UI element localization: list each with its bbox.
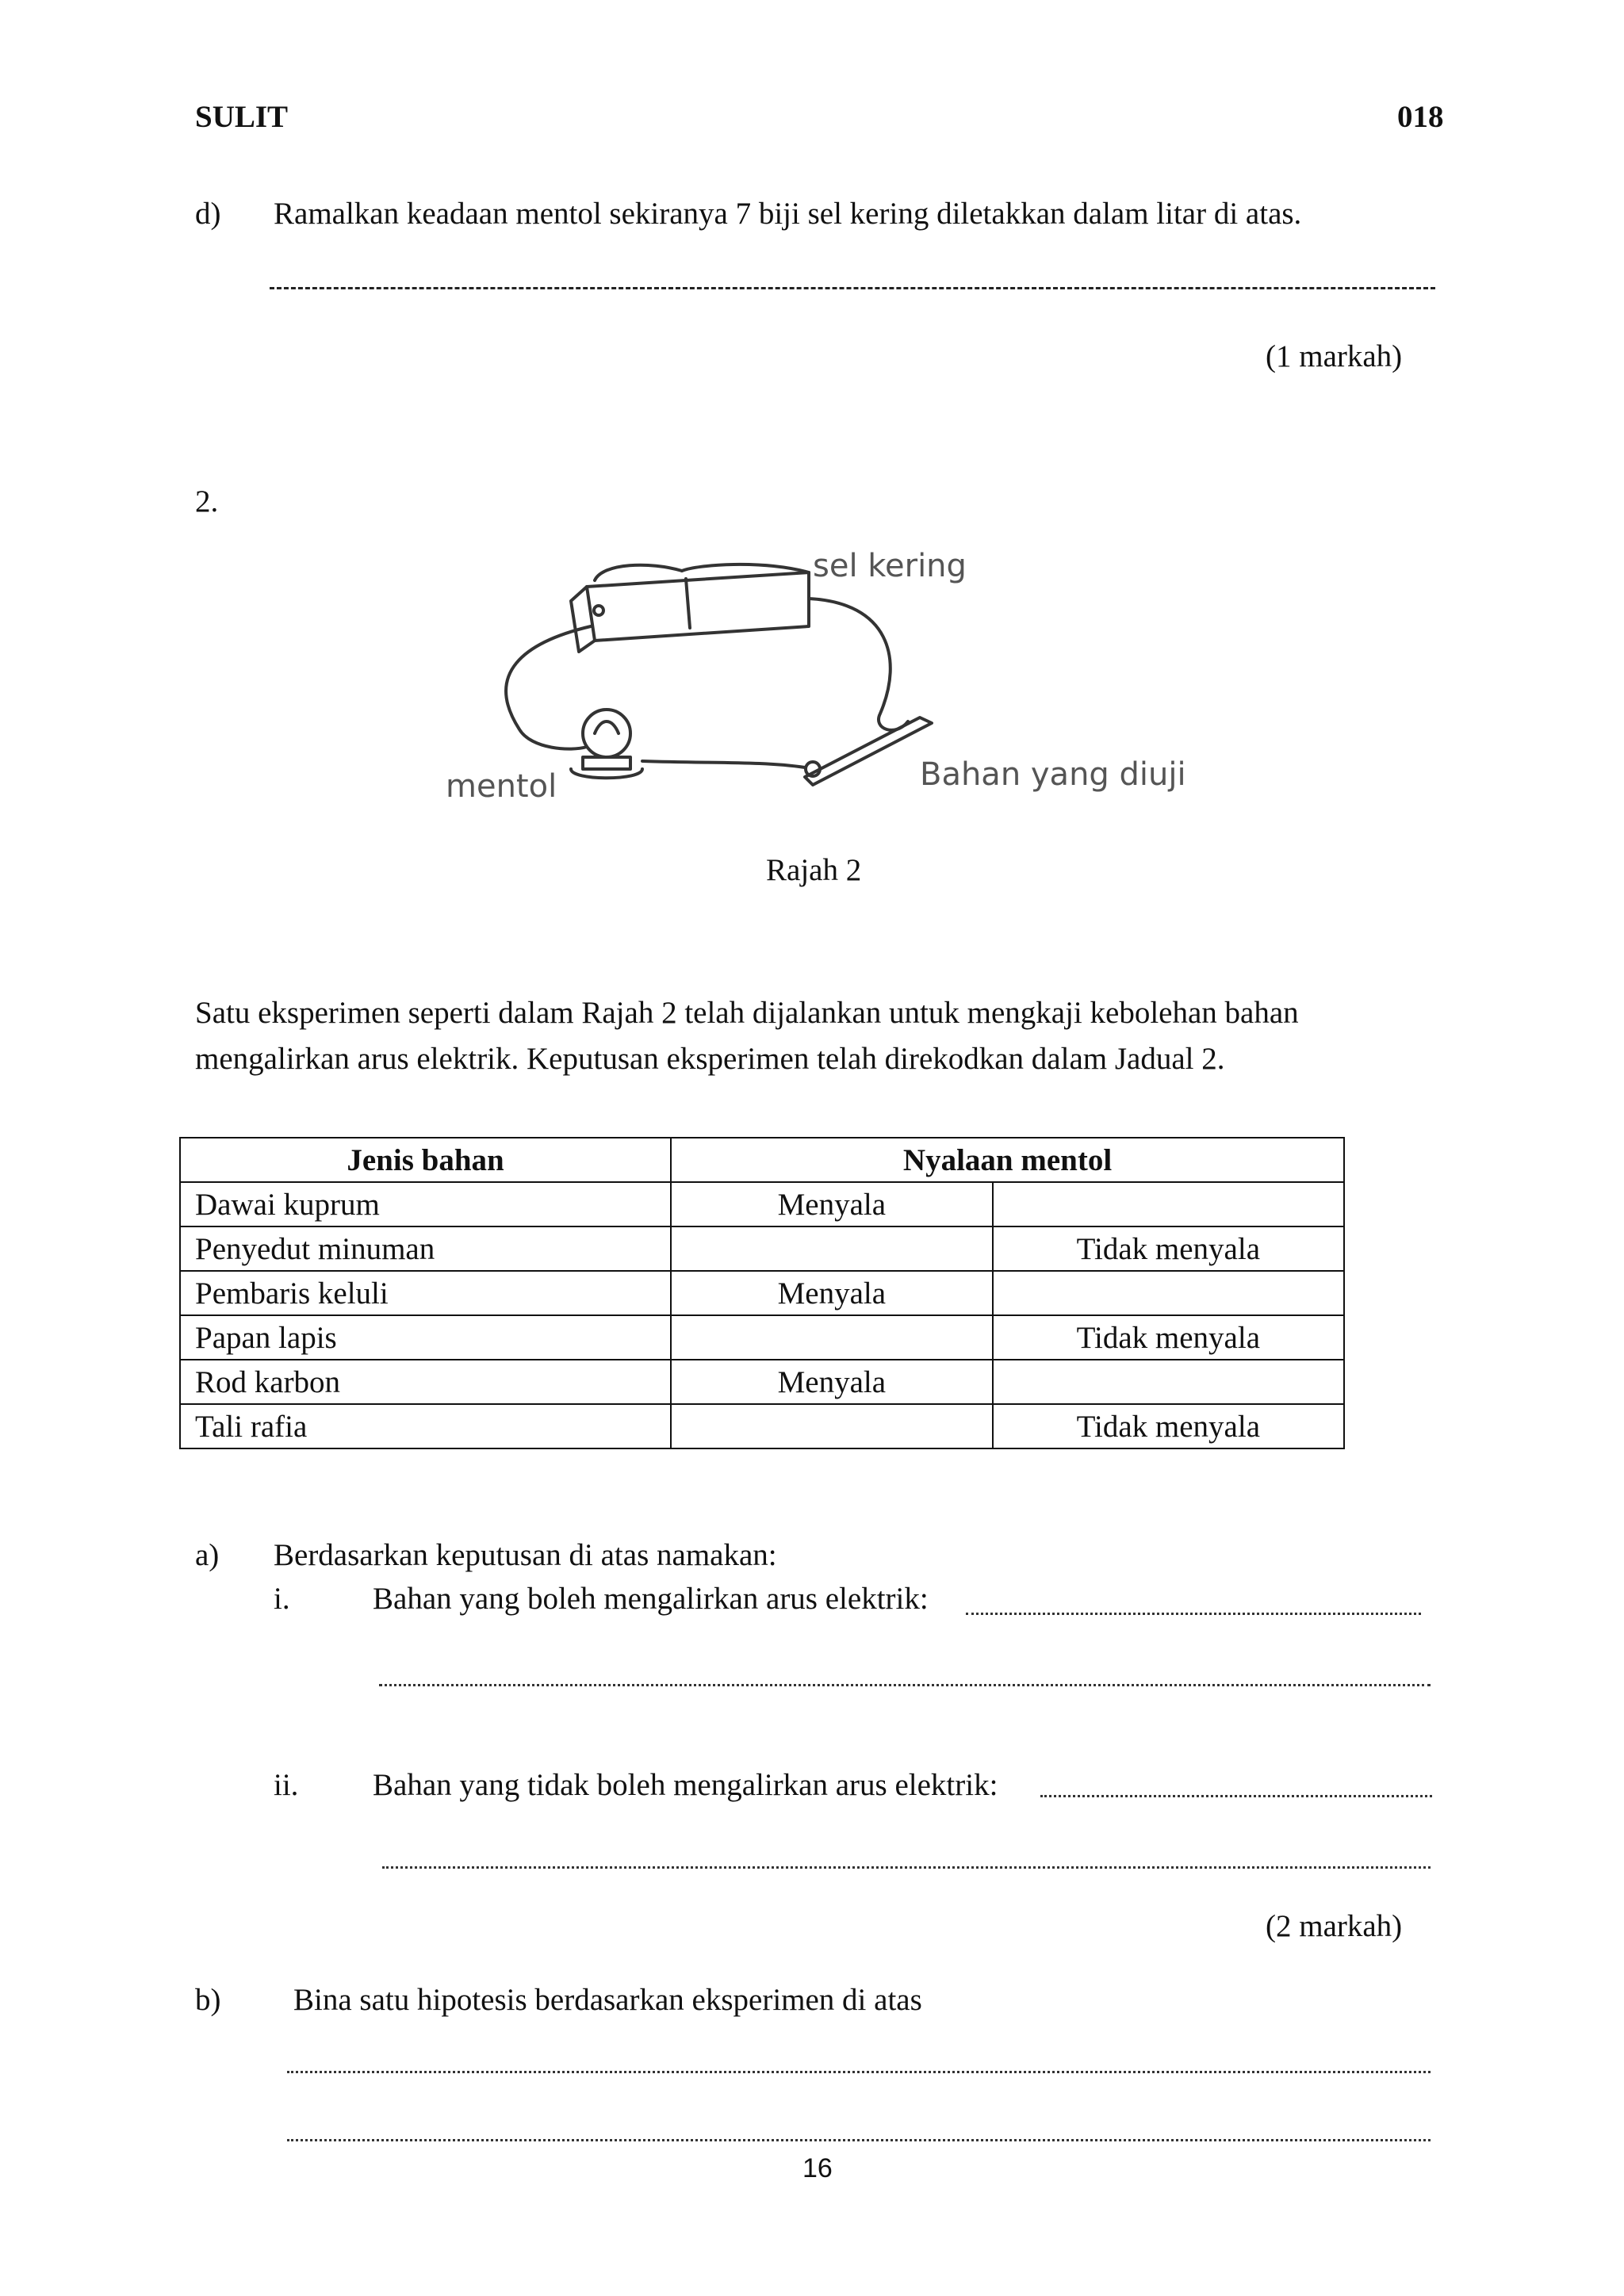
question-2a-ii-text: Bahan yang tidak boleh mengalirkan arus elektrik: [373,1768,998,1802]
cell-unlit [993,1360,1344,1404]
table-row [180,1182,1344,1226]
test-material-shape [805,718,932,785]
cell-lit: Menyala [671,1360,992,1404]
bulb-shape [583,710,630,757]
page-number: 16 [802,2153,833,2183]
intro-line-2: mengalirkan arus elektrik. Keputusan eksperimen telah direkodkan dalam Jadual 2. [195,1042,1225,1076]
question-1d-label: d) [195,197,221,231]
table-row [180,1315,1344,1360]
label-sel-kering: sel kering [813,548,967,584]
question-2a-i-label: i. [274,1582,290,1616]
cell-unlit: Tidak menyala [993,1226,1344,1271]
answer-line-2a-ii-1[interactable] [1040,1795,1432,1797]
header-code: 018 [1397,100,1444,134]
header-sulit: SULIT [195,100,289,134]
header-jenis-bahan: Jenis bahan [180,1138,671,1182]
answer-line-2a-ii-2[interactable] [382,1866,1431,1869]
cell-lit: Menyala [671,1182,992,1226]
question-1d-text: Ramalkan keadaan mentol sekiranya 7 biji sel kering diletakkan dalam litar di atas. [274,197,1302,231]
label-bahan-yang-diuji: Bahan yang diuji [920,756,1186,793]
answer-line-2a-i-2[interactable] [379,1684,1431,1686]
answer-line-1d[interactable] [270,287,1435,289]
cell-unlit [993,1271,1344,1315]
question-2a-ii-label: ii. [274,1768,299,1802]
cell-unlit: Tidak menyala [993,1315,1344,1360]
dry-cell-battery-shape [587,572,809,641]
cell-lit [671,1226,992,1271]
table-row [180,1360,1344,1404]
question-2b-text: Bina satu hipotesis berdasarkan eksperimen di atas [293,1983,922,2017]
table-row [180,1226,1344,1271]
question-2-number: 2. [195,484,219,519]
answer-line-2b-2[interactable] [287,2139,1431,2141]
answer-line-2b-1[interactable] [287,2071,1431,2073]
cell-unlit: Tidak menyala [993,1404,1344,1448]
circuit-diagram [412,539,1205,825]
cell-material: Pembaris keluli [180,1271,671,1315]
marks-1d: (1 markah) [1266,339,1403,373]
cell-lit [671,1315,992,1360]
question-2a-text: Berdasarkan keputusan di atas namakan: [274,1538,777,1572]
marks-2a: (2 markah) [1266,1909,1403,1943]
question-2a-label: a) [195,1538,220,1572]
results-table [179,1137,1345,1449]
cell-lit: Menyala [671,1271,992,1315]
cell-material: Penyedut minuman [180,1226,671,1271]
table-row [180,1404,1344,1448]
header-nyalaan-mentol: Nyalaan mentol [671,1138,1344,1182]
question-2a-i-text: Bahan yang boleh mengalirkan arus elektrik: [373,1582,929,1616]
label-mentol: mentol [446,768,557,805]
cell-material: Rod karbon [180,1360,671,1404]
answer-line-2a-i-1[interactable] [966,1613,1421,1615]
table-header-row [180,1138,1344,1182]
intro-line-1: Satu eksperimen seperti dalam Rajah 2 telah dijalankan untuk mengkaji kebolehan bahan [195,996,1299,1030]
figure-caption: Rajah 2 [766,853,862,887]
question-2b-label: b) [195,1983,221,2017]
cell-material: Tali rafia [180,1404,671,1448]
cell-lit [671,1404,992,1448]
cell-material: Dawai kuprum [180,1182,671,1226]
table-row [180,1271,1344,1315]
cell-material: Papan lapis [180,1315,671,1360]
cell-unlit [993,1182,1344,1226]
